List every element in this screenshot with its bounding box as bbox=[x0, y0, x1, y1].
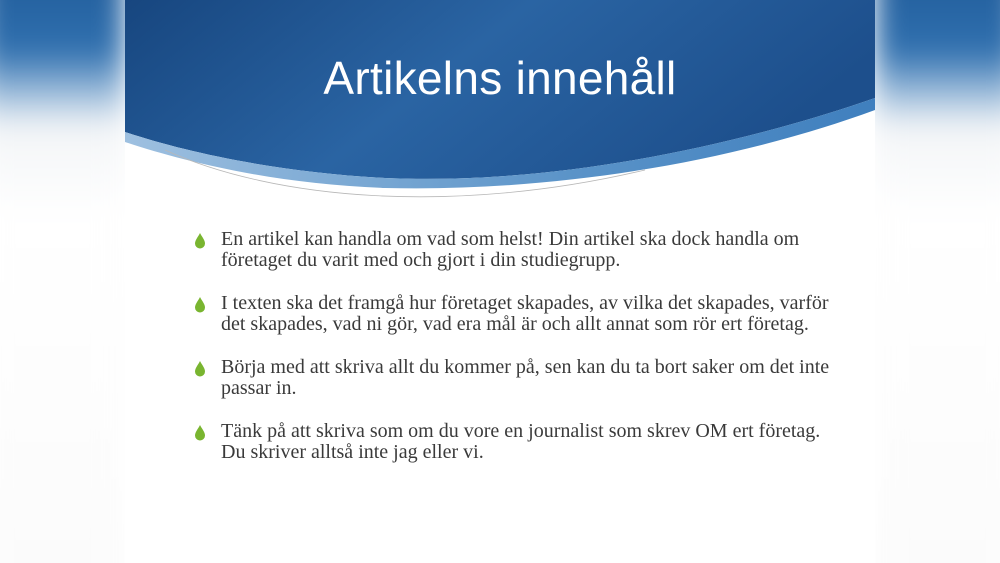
bullet-item bbox=[193, 421, 833, 463]
bullet-text: En artikel kan handla om vad som helst! Din artikel ska dock handla om företaget du varit med och gjort i din studiegrupp. bbox=[221, 228, 800, 271]
bullet-text: I texten ska det framgå hur företaget skapades, av vilka det skapades, varför det skapades, vad ni gör, vad era mål är och allt annat som rör ert företag. bbox=[221, 292, 829, 335]
bullet-text: Tänk på att skriva som om du vore en journalist som skrev OM ert företag. Du skriver alltså inte jag eller vi. bbox=[221, 420, 821, 463]
blurred-backdrop-right bbox=[876, 0, 1000, 563]
bullet-text: Börja med att skriva allt du kommer på, sen kan du ta bort saker om det inte passar in. bbox=[221, 356, 830, 399]
green-droplet-icon bbox=[193, 296, 207, 314]
bullet-item bbox=[193, 229, 833, 271]
slide-title: Artikelns innehåll bbox=[323, 52, 677, 104]
slide bbox=[125, 0, 875, 563]
blurred-backdrop-left bbox=[0, 0, 124, 563]
bullet-item bbox=[193, 357, 833, 399]
green-droplet-icon bbox=[193, 360, 207, 378]
bullet-list bbox=[193, 229, 833, 485]
green-droplet-icon bbox=[193, 232, 207, 250]
bullet-item bbox=[193, 293, 833, 335]
green-droplet-icon bbox=[193, 424, 207, 442]
